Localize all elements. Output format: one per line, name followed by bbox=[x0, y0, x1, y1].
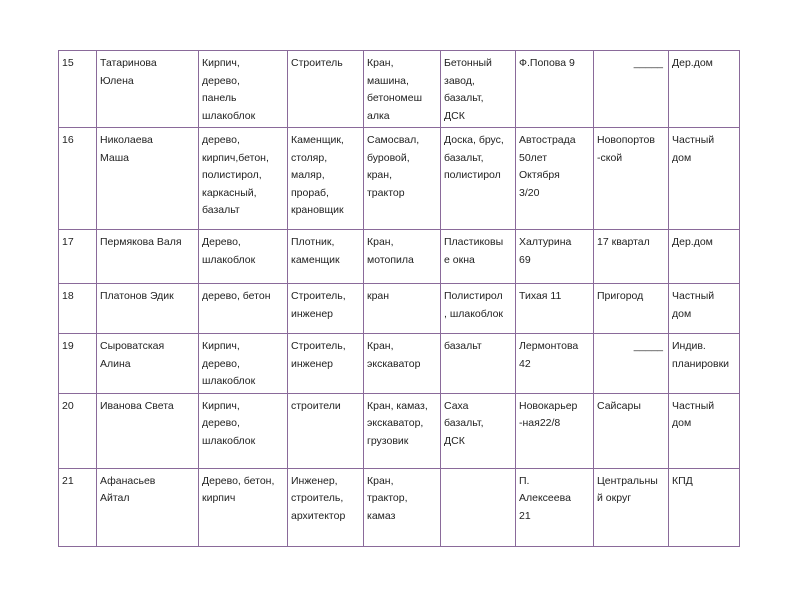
row-number-cell: 21 bbox=[59, 468, 97, 546]
machines-cell: кран bbox=[364, 284, 441, 334]
materials-cell: Дерево, шлакоблок bbox=[199, 230, 288, 284]
district-cell: Пригород bbox=[594, 284, 669, 334]
materials-cell: Кирпич, дерево, панель шлакоблок bbox=[199, 51, 288, 128]
table-row bbox=[59, 284, 740, 334]
house-type-cell: Частный дом bbox=[669, 393, 740, 468]
row-number-cell: 20 bbox=[59, 393, 97, 468]
factories-cell bbox=[441, 468, 516, 546]
survey-table bbox=[58, 50, 740, 547]
row-number-cell: 16 bbox=[59, 128, 97, 230]
factories-cell: Полистирол , шлакоблок bbox=[441, 284, 516, 334]
district-cell: 17 квартал bbox=[594, 230, 669, 284]
district-cell: Центральны й округ bbox=[594, 468, 669, 546]
house-type-cell: Дер.дом bbox=[669, 51, 740, 128]
name-cell: Платонов Эдик bbox=[97, 284, 199, 334]
district-cell: Сайсары bbox=[594, 393, 669, 468]
house-type-cell: Частный дом bbox=[669, 284, 740, 334]
materials-cell: Кирпич, дерево, шлакоблок bbox=[199, 393, 288, 468]
table-row bbox=[59, 230, 740, 284]
factories-cell: Пластиковы е окна bbox=[441, 230, 516, 284]
house-type-cell: КПД bbox=[669, 468, 740, 546]
table-row bbox=[59, 51, 740, 128]
survey-table-container bbox=[58, 50, 739, 547]
machines-cell: Кран, трактор, камаз bbox=[364, 468, 441, 546]
district-cell: Новопортов -ской bbox=[594, 128, 669, 230]
name-cell: Татаринова Юлена bbox=[97, 51, 199, 128]
table-row bbox=[59, 334, 740, 394]
name-cell: Афанасьев Айтал bbox=[97, 468, 199, 546]
address-cell: Тихая 11 bbox=[516, 284, 594, 334]
profession-cell: Плотник, каменщик bbox=[288, 230, 364, 284]
address-cell: Автострада 50лет Октября 3/20 bbox=[516, 128, 594, 230]
machines-cell: Кран, камаз, экскаватор, грузовик bbox=[364, 393, 441, 468]
factories-cell: базальт bbox=[441, 334, 516, 394]
address-cell: П. Алексеева 21 bbox=[516, 468, 594, 546]
profession-cell: строители bbox=[288, 393, 364, 468]
district-cell: _____ bbox=[594, 51, 669, 128]
materials-cell: дерево, кирпич,бетон, полистирол, каркасный, базальт bbox=[199, 128, 288, 230]
factories-cell: Доска, брус, базальт, полистирол bbox=[441, 128, 516, 230]
materials-cell: Кирпич, дерево, шлакоблок bbox=[199, 334, 288, 394]
table-row bbox=[59, 393, 740, 468]
machines-cell: Кран, машина, бетономеш алка bbox=[364, 51, 441, 128]
name-cell: Николаева Маша bbox=[97, 128, 199, 230]
row-number-cell: 19 bbox=[59, 334, 97, 394]
table-row bbox=[59, 468, 740, 546]
profession-cell: Строитель, инженер bbox=[288, 334, 364, 394]
profession-cell: Каменщик, столяр, маляр, прораб, крановщик bbox=[288, 128, 364, 230]
machines-cell: Самосвал, буровой, кран, трактор bbox=[364, 128, 441, 230]
name-cell: Сыроватская Алина bbox=[97, 334, 199, 394]
row-number-cell: 15 bbox=[59, 51, 97, 128]
materials-cell: Дерево, бетон, кирпич bbox=[199, 468, 288, 546]
row-number-cell: 18 bbox=[59, 284, 97, 334]
district-cell: _____ bbox=[594, 334, 669, 394]
materials-cell: дерево, бетон bbox=[199, 284, 288, 334]
house-type-cell: Частный дом bbox=[669, 128, 740, 230]
name-cell: Иванова Света bbox=[97, 393, 199, 468]
profession-cell: Инженер, строитель, архитектор bbox=[288, 468, 364, 546]
profession-cell: Строитель, инженер bbox=[288, 284, 364, 334]
house-type-cell: Дер.дом bbox=[669, 230, 740, 284]
table-row bbox=[59, 128, 740, 230]
name-cell: Пермякова Валя bbox=[97, 230, 199, 284]
profession-cell: Строитель bbox=[288, 51, 364, 128]
address-cell: Ф.Попова 9 bbox=[516, 51, 594, 128]
address-cell: Лермонтова 42 bbox=[516, 334, 594, 394]
factories-cell: Саха базальт, ДСК bbox=[441, 393, 516, 468]
machines-cell: Кран, мотопила bbox=[364, 230, 441, 284]
row-number-cell: 17 bbox=[59, 230, 97, 284]
house-type-cell: Индив. планировки bbox=[669, 334, 740, 394]
address-cell: Халтурина 69 bbox=[516, 230, 594, 284]
factories-cell: Бетонный завод, базальт, ДСК bbox=[441, 51, 516, 128]
machines-cell: Кран, экскаватор bbox=[364, 334, 441, 394]
address-cell: Новокарьер -ная22/8 bbox=[516, 393, 594, 468]
